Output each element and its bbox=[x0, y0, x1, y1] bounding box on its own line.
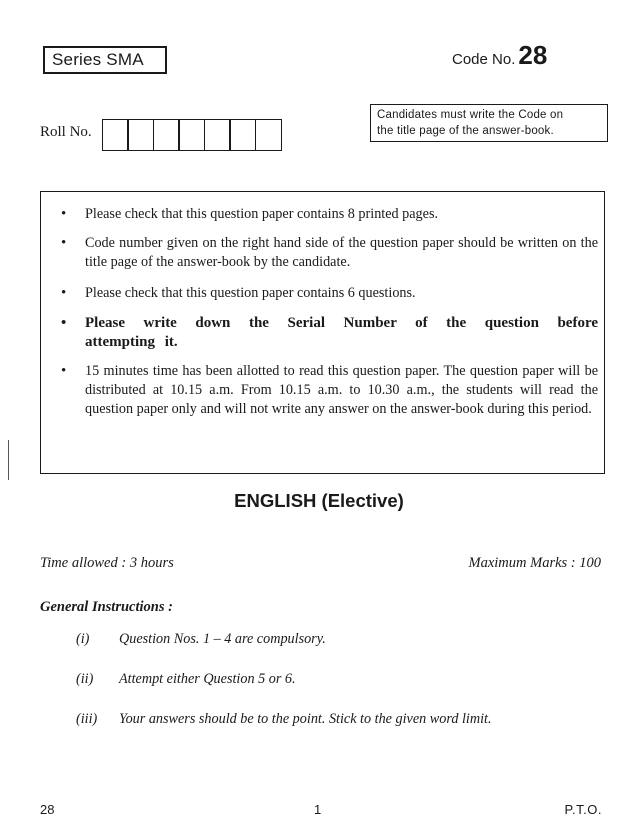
candidate-note-line-1: Candidates must write the Code on bbox=[377, 109, 564, 121]
bullet-icon: • bbox=[61, 206, 67, 222]
general-instruction-number: (ii) bbox=[76, 671, 94, 687]
general-instruction-number: (iii) bbox=[76, 711, 98, 727]
general-instruction-item bbox=[76, 631, 326, 648]
instruction-item bbox=[61, 314, 598, 352]
general-instruction-item bbox=[76, 711, 492, 728]
code-number-block bbox=[452, 40, 547, 74]
roll-number-box[interactable] bbox=[229, 119, 256, 151]
general-instruction-text: Attempt either Question 5 or 6. bbox=[119, 671, 296, 687]
general-instruction-text: Your answers should be to the point. Stick to the given word limit. bbox=[119, 711, 492, 727]
footer-code: 28 bbox=[40, 802, 55, 817]
page-title: ENGLISH (Elective) bbox=[234, 490, 404, 511]
roll-number-boxes bbox=[103, 119, 282, 151]
candidate-note-line-2: the title page of the answer-book. bbox=[377, 125, 554, 137]
bullet-icon: • bbox=[61, 235, 67, 251]
time-allowed: Time allowed : 3 hours bbox=[40, 555, 174, 571]
instructions-box bbox=[40, 191, 605, 474]
roll-number-box[interactable] bbox=[102, 119, 129, 151]
bullet-icon: • bbox=[61, 285, 67, 301]
instruction-text: Please write down the Serial Number of the question before attempting it. bbox=[85, 315, 598, 350]
general-instruction-number: (i) bbox=[76, 631, 90, 647]
bullet-icon: • bbox=[61, 315, 67, 331]
code-label: Code No. bbox=[452, 51, 516, 68]
general-instructions-heading: General Instructions : bbox=[40, 599, 173, 615]
instruction-item bbox=[61, 234, 598, 272]
roll-number-box[interactable] bbox=[127, 119, 154, 151]
instruction-item bbox=[61, 284, 598, 303]
instruction-text: 15 minutes time has been allotted to read this question paper. The question paper will be distributed at 10.15 a.m. From 10.15 a.m. to 10.30 a.m., the students will read the question paper only and will not write any answer on the answer-book during this period. bbox=[85, 363, 598, 417]
general-instruction-item bbox=[76, 671, 296, 688]
bullet-icon: • bbox=[61, 363, 67, 379]
instruction-text: Please check that this question paper contains 6 questions. bbox=[85, 285, 416, 301]
roll-number-box[interactable] bbox=[178, 119, 205, 151]
roll-number-box[interactable] bbox=[255, 119, 282, 151]
roll-number-label: Roll No. bbox=[40, 124, 92, 140]
maximum-marks: Maximum Marks : 100 bbox=[468, 555, 601, 571]
please-turn-over: P.T.O. bbox=[564, 802, 602, 817]
candidate-note-box bbox=[370, 104, 608, 142]
page-number: 1 bbox=[314, 802, 322, 817]
roll-number-box[interactable] bbox=[204, 119, 231, 151]
instruction-text: Please check that this question paper contains 8 printed pages. bbox=[85, 206, 439, 222]
series-label: Series SMA bbox=[43, 46, 167, 74]
roll-number-box[interactable] bbox=[153, 119, 180, 151]
instruction-text: Code number given on the right hand side of the question paper should be written on the title page of the answer-book by the candidate. bbox=[85, 235, 598, 270]
code-number: 28 bbox=[518, 40, 548, 70]
general-instruction-text: Question Nos. 1 – 4 are compulsory. bbox=[119, 631, 326, 647]
instruction-item bbox=[61, 362, 598, 419]
instruction-item bbox=[61, 205, 598, 224]
margin-mark bbox=[8, 440, 9, 480]
